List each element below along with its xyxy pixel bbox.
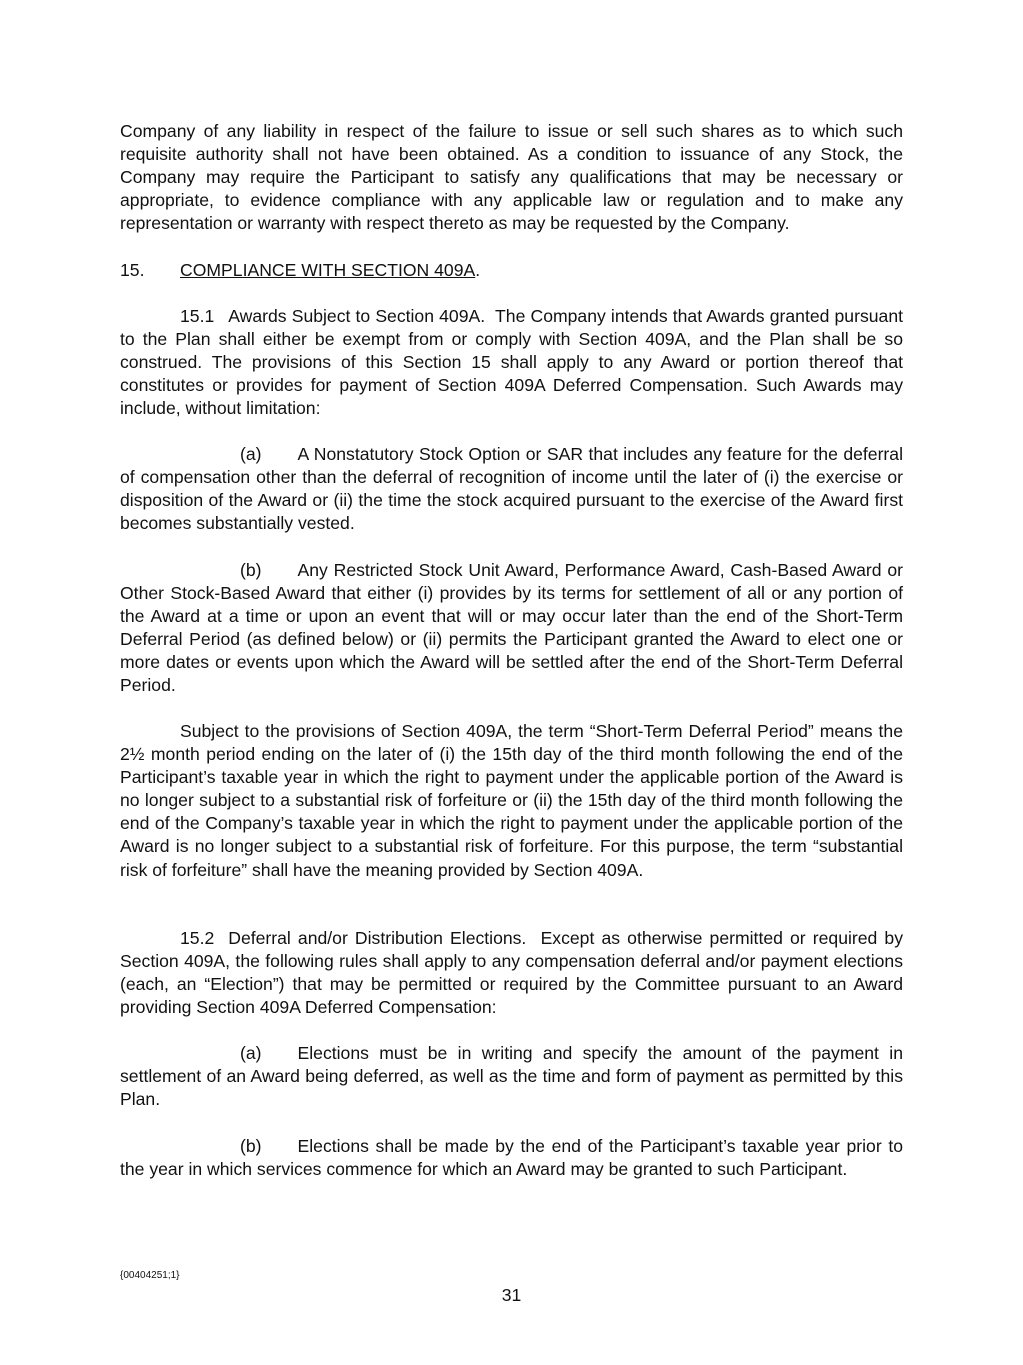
intro-paragraph-block bbox=[120, 120, 903, 235]
section-15-2-block bbox=[120, 927, 903, 1019]
section-15-1-heading: Awards Subject to Section 409A. bbox=[228, 306, 486, 326]
section-15-number: 15. bbox=[120, 260, 145, 280]
short-term-deferral-definition-block bbox=[120, 720, 903, 882]
page-number: 31 bbox=[501, 1285, 522, 1305]
section-15-title: COMPLIANCE WITH SECTION 409A bbox=[180, 260, 476, 280]
section-15-1-body: The Company intends that Awards granted pursuant to the Plan shall either be exempt from or comply with Section 409A, and the Plan shall be so construed. The provisions of this Section 15 shall apply to any Award or portion thereof that constitutes or provides for payment of Section 409A Deferred Compensation. Such Awards may include, without limitation: bbox=[120, 306, 903, 419]
section-15-2-item-b bbox=[120, 1135, 903, 1181]
election-item-a-text: Elections must be in writing and specify the amount of the payment in settlement of an Award being deferred, as well as the time and form of payment as permitted by this Plan. bbox=[120, 1043, 903, 1110]
section-15-2-heading: Deferral and/or Distribution Elections. bbox=[228, 928, 527, 948]
intro-paragraph: Company of any liability in respect of the failure to issue or sell such shares as to which such requisite authority shall not have been obtained. As a condition to issuance of any Stock, the Company may require the Participant to satisfy any qualifications that may be necessary or appropriate, to evidence compliance with any applicable law or regulation and to make any representation or warranty with respect thereto as may be requested by the Company. bbox=[120, 121, 903, 234]
item-b-text: Any Restricted Stock Unit Award, Performance Award, Cash-Based Award or Other Stock-Based Award that either (i) provides by its terms for settlement of all or any portion of the Award at a time or upon an event that will or may occur later than the end of the Short-Term Deferral Period (as defined below) or (ii) permits the Participant granted the Award to elect one or more dates or events upon which the Award will be settled after the end of the Short-Term Deferral Period. bbox=[120, 560, 903, 696]
section-15-heading bbox=[120, 259, 903, 282]
section-15-1-item-b bbox=[120, 559, 903, 698]
item-a-text: A Nonstatutory Stock Option or SAR that includes any feature for the deferral of compensation other than the deferral of recognition of income until the later of (i) the exercise or disposition of the Award or (ii) the time the stock acquired pursuant to the exercise of the Award first becomes substantially vested. bbox=[120, 444, 903, 534]
item-a-label: (a) bbox=[240, 444, 262, 464]
item-b-label: (b) bbox=[240, 560, 262, 580]
footer-document-id: {00404251;1} bbox=[120, 1270, 180, 1281]
election-item-a-label: (a) bbox=[240, 1043, 262, 1063]
section-15-1-number: 15.1 bbox=[180, 306, 215, 326]
section-15-2-number: 15.2 bbox=[180, 928, 215, 948]
short-term-deferral-definition: Subject to the provisions of Section 409A, the term “Short-Term Deferral Period” means the 2½ month period ending on the later of (i) the 15th day of the third month following the end of the Participant’s taxable year in which the right to payment under the applicable portion of the Award is no longer subject to a substantial risk of forfeiture or (ii) the 15th day of the third month following the end of the Company’s taxable year in which the right to payment under the applicable portion of the Award is no longer subject to a substantial risk of forfeiture. For this purpose, the term “substantial risk of forfeiture” shall have the meaning provided by Section 409A. bbox=[120, 721, 903, 880]
section-15-1-block bbox=[120, 305, 903, 420]
section-15-title-period: . bbox=[475, 260, 481, 280]
election-item-b-text: Elections shall be made by the end of the Participant’s taxable year prior to the year in which services commence for which an Award may be granted to such Participant. bbox=[120, 1136, 903, 1180]
section-15-1-item-a bbox=[120, 443, 903, 535]
section-15-2-body: Except as otherwise permitted or required by Section 409A, the following rules shall apply to any compensation deferral and/or payment elections (each, an “Election”) that may be permitted or required by the Committee pursuant to an Award providing Section 409A Deferred Compensation: bbox=[120, 928, 904, 1018]
election-item-b-label: (b) bbox=[240, 1136, 262, 1156]
section-15-2-item-a bbox=[120, 1042, 903, 1111]
